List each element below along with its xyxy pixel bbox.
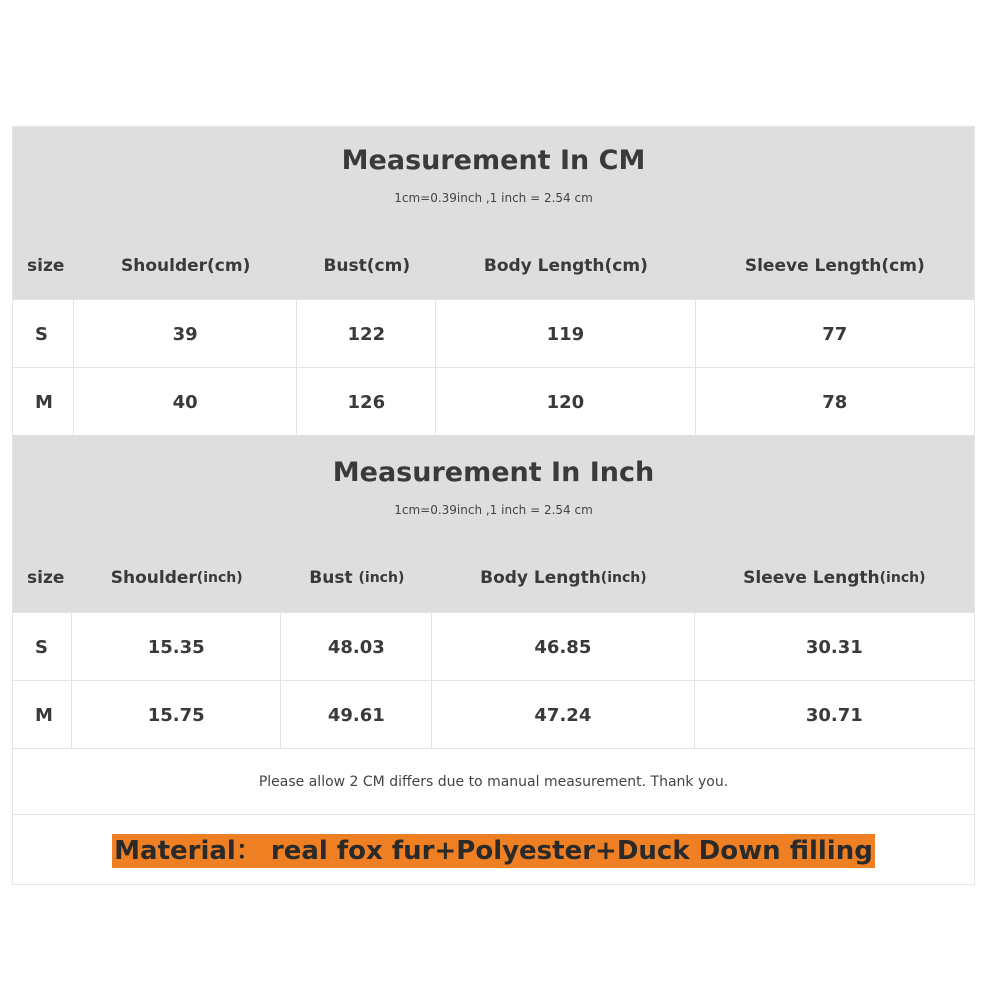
table-row	[13, 680, 974, 749]
cm-size-m: M	[13, 368, 74, 436]
cm-sleeve-length-s: 77	[822, 323, 848, 345]
cm-body-length-m: 120	[436, 368, 695, 436]
table-row	[13, 299, 974, 368]
inch-header-shoulder-label: Shoulder	[110, 567, 197, 588]
inch-header-bust-unit: (inch)	[358, 569, 405, 586]
inch-header-body-length-unit: (inch)	[600, 569, 647, 586]
cm-body-length-s: 119	[436, 300, 695, 368]
cm-sleeve-length-m: 78	[822, 391, 848, 413]
inch-title: Measurement In Inch	[332, 457, 655, 488]
inch-shoulder-m: 15.75	[72, 681, 282, 749]
inch-size-m: M	[13, 681, 72, 749]
inch-size-s: S	[13, 613, 72, 681]
cm-shoulder-m: 40	[74, 368, 298, 436]
cm-header-body-length: Body Length(cm)	[483, 256, 648, 276]
material-label: Material： real fox fur+Polyester+Duck Down filling	[114, 836, 873, 866]
inch-body-length-m: 47.24	[432, 681, 694, 749]
cm-header-shoulder: Shoulder(cm)	[120, 256, 251, 276]
inch-header-shoulder	[72, 543, 282, 612]
inch-bust-m: 49.61	[281, 681, 432, 749]
cm-header-size: size	[27, 256, 65, 276]
inch-conversion-note: 1cm=0.39inch ,1 inch = 2.54 cm	[394, 503, 593, 517]
cm-title: Measurement In CM	[341, 145, 646, 176]
table-row	[13, 367, 974, 436]
inch-header-shoulder-unit: (inch)	[196, 569, 243, 586]
inch-header-sleeve-length	[695, 543, 974, 612]
inch-header-size	[13, 543, 72, 612]
inch-header-sleeve-length-unit: (inch)	[879, 569, 926, 586]
cm-header-sleeve-length: Sleeve Length(cm)	[744, 256, 925, 276]
cm-header-bust: Bust(cm)	[323, 256, 411, 276]
inch-header-bust-label: Bust	[309, 567, 359, 588]
cm-bust-s: 122	[297, 300, 436, 368]
inch-header-size-label: size	[27, 567, 65, 588]
cm-title-band	[13, 127, 974, 233]
cm-size-s: S	[13, 300, 74, 368]
cm-shoulder-s: 39	[74, 300, 298, 368]
inch-sleeve-length-s: 30.31	[805, 636, 863, 658]
inch-body-length-s: 46.85	[432, 613, 694, 681]
table-row	[13, 612, 974, 681]
cm-bust-m: 126	[297, 368, 436, 436]
inch-shoulder-s: 15.35	[72, 613, 282, 681]
size-chart	[12, 126, 975, 885]
inch-header-body-length-label: Body Length	[480, 567, 601, 588]
inch-header-sleeve-length-label: Sleeve Length	[743, 567, 880, 588]
material-row	[13, 814, 974, 887]
inch-bust-s: 48.03	[281, 613, 432, 681]
inch-header-row	[13, 543, 974, 612]
cm-header-row	[13, 233, 974, 299]
cm-conversion-note: 1cm=0.39inch ,1 inch = 2.54 cm	[394, 191, 593, 205]
measurement-note: Please allow 2 CM differs due to manual measurement. Thank you.	[13, 748, 974, 815]
inch-header-bust	[281, 543, 432, 612]
inch-sleeve-length-m: 30.71	[805, 704, 863, 726]
inch-header-body-length	[432, 543, 694, 612]
inch-title-band	[13, 435, 974, 543]
